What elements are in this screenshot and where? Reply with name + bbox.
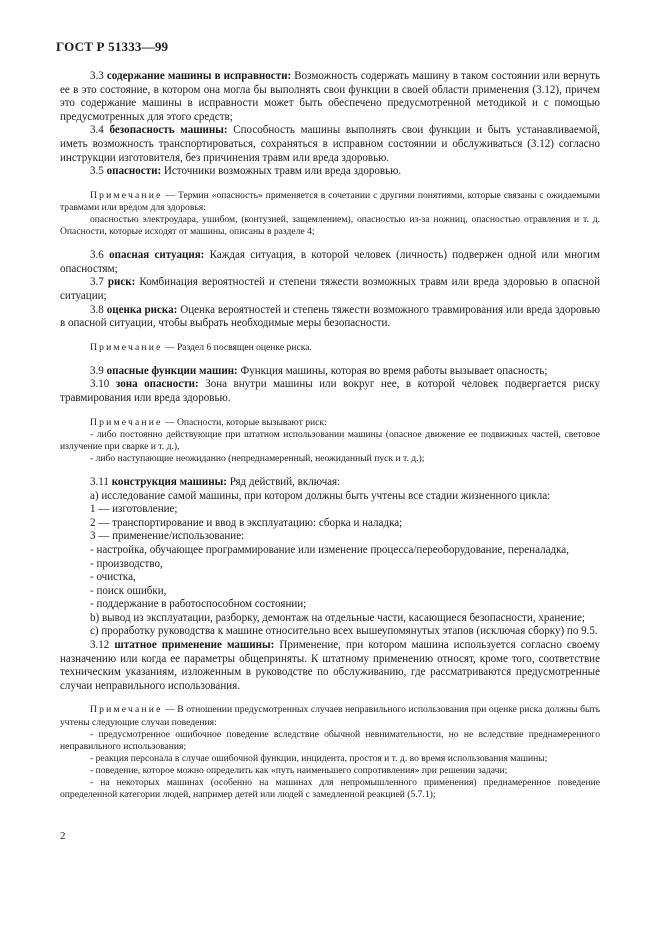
list-item-1: 1 — изготовление; (90, 503, 178, 516)
note-line: - либо постоянно действующие при штатном использовании машины (опасное движение ее подвижных частей, световое излучение при сварке и т. д.), (60, 428, 600, 452)
clause-term: риск: (107, 276, 136, 289)
note-block-4 (60, 704, 600, 801)
note-block-1 (60, 190, 600, 238)
note-label: Примечание (90, 341, 163, 353)
clause-3-4 (60, 124, 600, 165)
document-code: ГОСТ Р 51333—99 (56, 39, 169, 54)
list-dash-item: - настройка, обучающее программирование или изменение процесса/переоборудование, переналадка, (90, 543, 569, 556)
clause-3-9 (60, 365, 600, 379)
note-label: Примечание (90, 416, 163, 428)
note-text: — Опасности, которые вызывают риск: (162, 416, 327, 428)
clause-text: Функция машины, которая во время работы вызывает опасность; (237, 364, 548, 377)
list-item-2: 2 — транспортирование и ввод в эксплуатацию: сборка и наладка; (90, 516, 403, 529)
note-text: — Термин «опасность» применяется в сочетании с другими понятиями, которые связаны с ожидаемыми травмами или вредом для здоровья: (60, 189, 600, 213)
note-label: Примечание (90, 704, 163, 716)
note-line: - поведение, которое можно определить как «путь наименьшего сопротивления» при решении задачи; (90, 764, 508, 776)
list-dash-item: - поиск ошибки, (90, 584, 167, 597)
main-content (60, 70, 600, 801)
clause-text: Каждая ситуация, в которой человек (личность) подвержен одной или многим опасностям; (60, 249, 601, 275)
clause-term: содержание машины в исправности: (106, 70, 292, 82)
clause-3-6 (60, 249, 600, 276)
clause-text: Оценка вероятностей и степень тяжести возможного травмирования или вреда здоровью в опасной ситуации, чтобы выбрать необходимые меры безопасности. (60, 303, 600, 330)
note-paragraph (60, 417, 600, 429)
clause-number: 3.6 (90, 249, 104, 262)
list-item-b: b) вывод из эксплуатации, разборку, демонтаж на отдельные части, касающиеся безопасности, хранение; (90, 611, 585, 624)
clause-text: Применение, при котором машина используется согласно своему назначению или когда ее параметры общеприняты. К штатному применению относят, кроме того, соответствие техническим указаниям, изложенным в руководстве по обслуживанию, где рассматриваются предусмотренные случаи неправильного использования. (60, 639, 601, 692)
clause-3-3 (60, 70, 600, 124)
note-paragraph (60, 190, 600, 214)
clause-term: конструкция машины: (111, 475, 227, 488)
clause-text: Комбинация вероятностей и степени тяжести возможных травм или вреда здоровью в опасной ситуации; (60, 276, 600, 302)
clause-number: 3.9 (90, 364, 104, 377)
list-dash-item: - очистка, (90, 571, 136, 584)
note-paragraph (60, 704, 600, 728)
note-label: Примечание (90, 189, 163, 201)
note-text: — Раздел 6 посвящен оценке риска. (162, 341, 312, 353)
clause-number: 3.11 (90, 475, 109, 488)
clause-3-8 (60, 304, 600, 331)
clause-term: зона опасности: (115, 378, 199, 391)
note-block-3 (60, 417, 600, 465)
clause-text: Способность машины выполнять свои функции и быть устанавливаемой, иметь возможность транспортироваться, сохраняться в исправном состоянии и обслуживаться (3.12) согласно инструкции изготовителя, без причинения травм или вреда здоровью. (60, 124, 601, 164)
clause-number: 3.4 (90, 124, 104, 137)
note-line: - либо наступающие неожиданно (непреднамеренный, неожиданный пуск и т. д.); (90, 452, 425, 464)
clause-number: 3.8 (90, 303, 104, 316)
list-dash-item: - поддержание в работоспособном состоянии; (90, 598, 307, 611)
clause-number: 3.5 (90, 165, 104, 178)
clause-term: безопасность машины: (109, 124, 228, 137)
list-dash-item: - производство, (90, 557, 163, 570)
clause-number: 3.12 (90, 639, 110, 652)
clause-3-7 (60, 276, 600, 303)
clause-number: 3.3 (90, 70, 104, 82)
clause-text: Источники возможных травм или вреда здоровью. (161, 165, 402, 178)
note-line: - реакция персонала в случае ошибочной функции, инцидента, простоя и т. д. во время использования машины; (90, 752, 548, 764)
clause-term: опасные функции машин: (106, 364, 238, 377)
clause-3-5 (60, 165, 600, 179)
clause-text: Ряд действий, включая: (226, 475, 341, 488)
clause-number: 3.7 (90, 276, 104, 289)
clause-term: опасная ситуация: (109, 249, 205, 262)
note-line: - на некоторых машинах (особенно на машинах для непромышленного применения) преднамеренное поведение определенной категории людей, например детей или людей с замедленной реакцией (5.7.1); (60, 777, 600, 801)
clause-3-11 (60, 476, 600, 490)
list-item-a: а) исследование самой машины, при котором должны быть учтены все стадии жизненного цикла: (90, 489, 551, 502)
note-line: - предусмотренное ошибочное поведение вследствие обычной невнимательности, но не вследствие преднамеренного неправильного использования; (60, 728, 600, 752)
clause-3-10 (60, 378, 600, 405)
clause-3-12 (60, 639, 600, 693)
note-paragraph (60, 342, 600, 354)
clause-term: оценка риска: (106, 303, 178, 316)
clause-text: Возможность содержать машину в таком состоянии или вернуть ее в это состояние, в котором она могла бы выполнять свои функции в своей области применения (3.12), причем это содержание машины в исправности может быть обеспечено предусмотренной методикой и с помощью предусмотренных для этого средств; (60, 70, 601, 123)
note-line: опасностью электроудара, ушибом, (контузией, защемлением), опасностью из-за ножниц, опасностью отравления и т. д. Опасности, которые исходят от машины, описаны в разделе 4; (60, 213, 600, 238)
clause-term: опасности: (106, 165, 162, 178)
clause-number: 3.10 (90, 378, 110, 391)
clause-term: штатное применение машины: (114, 639, 275, 652)
note-text: — В отношении предусмотренных случаев неправильного использования при оценке риска должны быть учтены следующие случаи поведения: (60, 704, 600, 728)
list-item-c: с) проработку руководства к машине относительно всех вышеупомянутых этапов (исключая сборку) по 9.5. (90, 625, 598, 638)
list-item-3: 3 — применение/использование: (90, 530, 245, 543)
note-block-2 (60, 342, 600, 354)
page-number: 2 (60, 830, 66, 842)
clause-text: Зона внутри машины или вокруг нее, в которой человек подвергается риску травмирования или вреда здоровью. (60, 378, 601, 404)
